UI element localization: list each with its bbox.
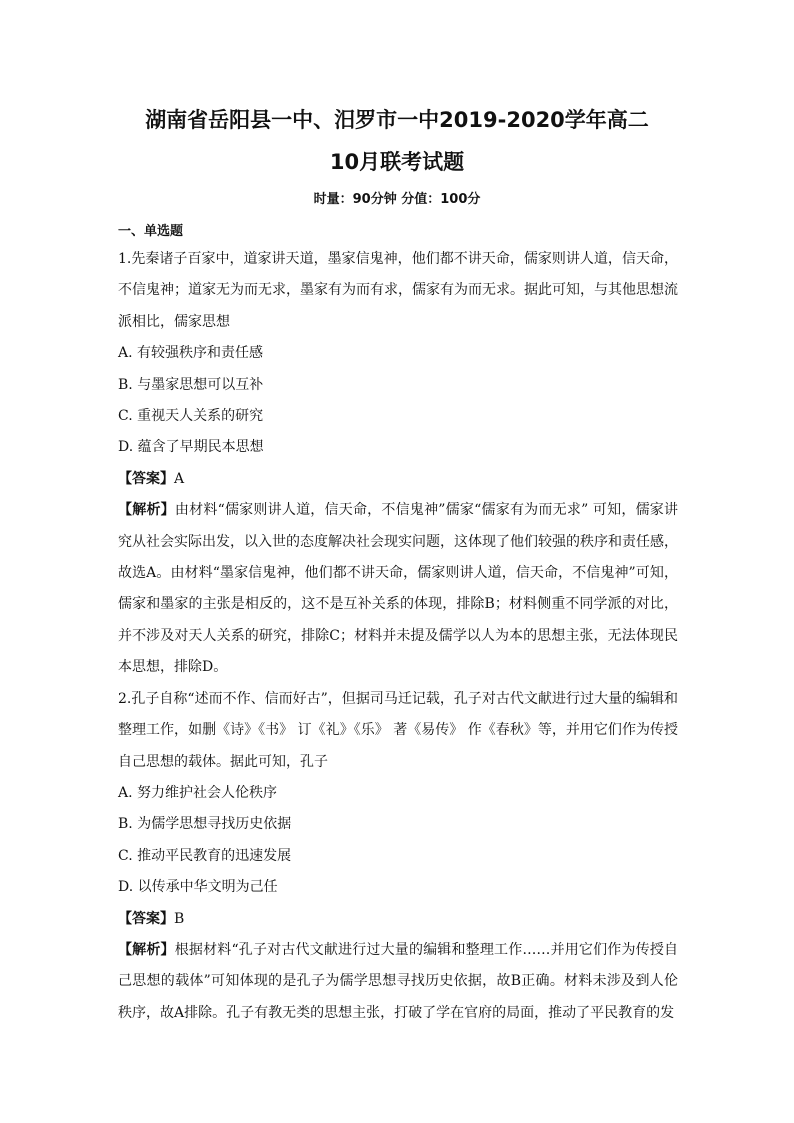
question-2-answer <box>118 904 678 935</box>
question-1-option-d: D. 蕴含了早期民本思想 <box>118 439 264 456</box>
question-1-option-b: B. 与墨家思想可以互补 <box>118 376 264 393</box>
question-1-analysis <box>118 495 678 683</box>
question-content <box>118 244 678 1029</box>
question-2-option-a: A. 努力维护社会人伦秩序 <box>118 784 278 801</box>
answer-label: 【答案】 <box>118 470 174 487</box>
question-2-option-d: D. 以传承中华文明为己任 <box>118 879 278 896</box>
document-title-line1: 湖南省岳阳县一中、汨罗市一中2019-2020学年高二 <box>145 108 649 132</box>
answer-value: A <box>174 470 185 487</box>
question-2-stem: 2.孔子自称“述而不作、信而好古”，但据司马迁记载，孔子对古代文献进行过大量的编辑和整理工作，如删《诗》《书》 订《礼》《乐》 著《易传》 作《春秋》等，并用它们作为传授自己思想的载体。据此可知，孔子 <box>118 690 678 770</box>
analysis-label: 【解析】 <box>118 941 175 958</box>
document-title-line2: 10月联考试题 <box>329 150 465 174</box>
analysis-text: 根据材料“孔子对古代文献进行过大量的编辑和整理工作……并用它们作为传授自己思想的载体”可知体现的是孔子为儒学思想寻找历史依据，故B正确。材料未涉及到人伦秩序，故A排除。孔子有教无类的思想主张，打破了学在官府的局面，推动了平民教育的发 <box>118 941 679 1021</box>
question-1-option-a: A. 有较强秩序和责任感 <box>118 345 264 362</box>
section-title: 一、单选题 <box>118 224 184 239</box>
question-2-option-b: B. 为儒学思想寻找历史依据 <box>118 816 292 833</box>
question-2-option-c: C. 推动平民教育的迅速发展 <box>118 847 292 864</box>
exam-meta: 时量：90分钟 分值：100分 <box>313 192 481 207</box>
analysis-label: 【解析】 <box>118 502 175 519</box>
analysis-text: 由材料“儒家则讲人道，信天命，不信鬼神”儒家“儒家有为而无求” 可知，儒家讲究从社会实际出发，以入世的态度解决社会现实问题，这体现了他们较强的秩序和责任感，故选A。由材料“墨家信鬼神，他们都不讲天命，儒家则讲人道，信天命，不信鬼神”可知，儒家和墨家的主张是相反的，这不是互补关系的体现，排除B；材料侧重不同学派的对比，并不涉及对天人关系的研究，排除C；材料并未提及儒学以人为本的思想主张，无法体现民本思想，排除D。 <box>118 502 679 676</box>
question-1-stem: 1.先秦诸子百家中，道家讲天道，墨家信鬼神，他们都不讲天命，儒家则讲人道，信天命，不信鬼神；道家无为而无求，墨家有为而有求，儒家有为而无求。据此可知，与其他思想流派相比，儒家思想 <box>118 251 678 330</box>
question-1-answer <box>118 464 678 495</box>
answer-label: 【答案】 <box>118 910 174 927</box>
question-1-option-c: C. 重视天人关系的研究 <box>118 408 264 425</box>
answer-value: B <box>174 910 185 927</box>
question-2-analysis <box>118 935 678 1029</box>
